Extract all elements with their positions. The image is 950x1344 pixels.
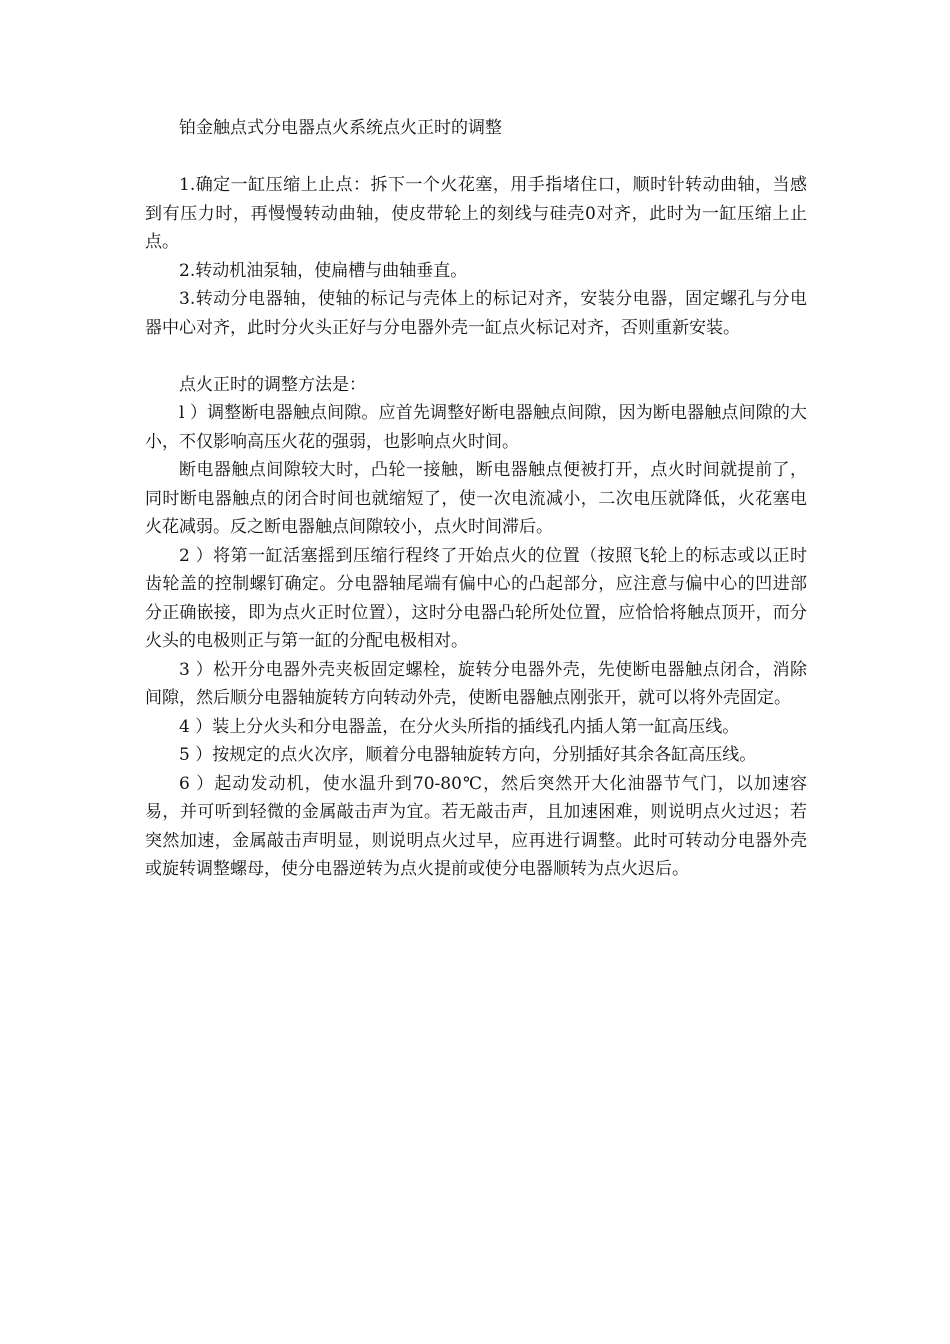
- document-title: 铂金触点式分电器点火系统点火正时的调整: [179, 118, 502, 138]
- method-step-2: 2 ）将第一缸活塞摇到压缩行程终了开始点火的位置（按照飞轮上的标志或以正时齿轮盖的控制螺钉确定。分电器轴尾端有偏中心的凸起部分，应注意与偏中心的凹进部分正确嵌接，即为点火正时位置），这时分电器凸轮所处位置，应恰恰将触点顶开，而分火头的电极则正与第一缸的分配电极相对。: [145, 545, 807, 651]
- document-page: [145, 114, 807, 884]
- method-step-1: l ）调整断电器触点间隙。应首先调整好断电器触点间隙，因为断电器触点间隙的大小，不仅影响高压火花的强弱，也影响点火时间。: [145, 403, 807, 452]
- method-step-3: 3 ）松开分电器外壳夹板固定螺栓，旋转分电器外壳，先使断电器触点闭合，消除间隙，然后顺分电器轴旋转方向转动外壳，使断电器触点刚张开，就可以将外壳固定。: [145, 659, 807, 708]
- step-3-paragraph: 3.转动分电器轴，使轴的标记与壳体上的标记对齐，安装分电器，固定螺孔与分电器中心对齐，此时分火头正好与分电器外壳一缸点火标记对齐，否则重新安装。: [145, 289, 807, 338]
- method-step-1-detail: 断电器触点间隙较大时，凸轮一接触，断电器触点便被打开，点火时间就提前了，同时断电器触点的闭合时间也就缩短了，使一次电流减小，二次电压就降低，火花塞电火花减弱。反之断电器触点间隙较小，点火时间滞后。: [145, 460, 807, 537]
- step-1-paragraph: 1.确定一缸压缩上止点：拆下一个火花塞，用手指堵住口，顺时针转动曲轴，当感到有压力时，再慢慢转动曲轴，使皮带轮上的刻线与硅壳0对齐，此时为一缸压缩上止点。: [145, 175, 807, 252]
- method-heading: 点火正时的调整方法是：: [179, 374, 366, 395]
- method-step-6: 6 ）起动发动机，使水温升到70-80℃，然后突然开大化油器节气门，以加速容易，并可听到轻微的金属敲击声为宜。若无敲击声，且加速困难，则说明点火过迟；若突然加速，金属敲击声明显，则说明点火过早，应再进行调整。此时可转动分电器外壳或旋转调整螺母，使分电器逆转为点火提前或使分电器顺转为点火迟后。: [145, 773, 807, 879]
- method-step-4: 4 ）装上分火头和分电器盖，在分火头所指的插线孔内插人第一缸高压线。: [179, 716, 740, 737]
- method-step-5: 5 ）按规定的点火次序，顺着分电器轴旋转方向，分别插好其余各缸高压线。: [179, 745, 757, 765]
- spacer: [145, 342, 807, 371]
- step-2-paragraph: 2.转动机油泵轴，使扁槽与曲轴垂直。: [179, 260, 468, 281]
- spacer: [145, 143, 807, 172]
